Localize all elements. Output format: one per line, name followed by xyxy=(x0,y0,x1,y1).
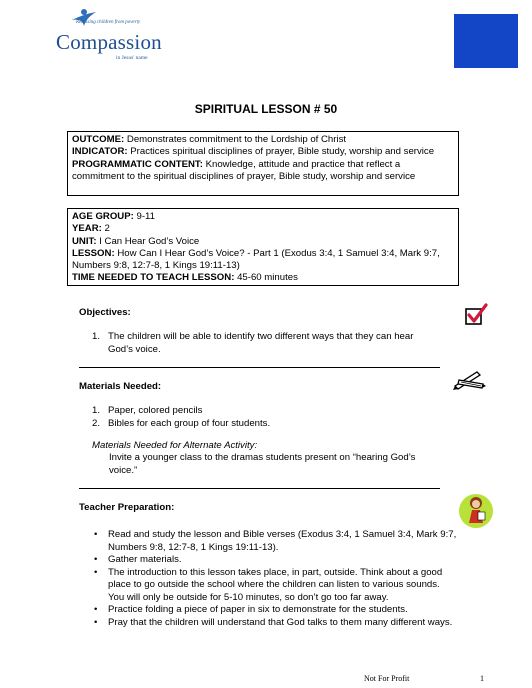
page-title: SPIRITUAL LESSON # 50 xyxy=(194,102,338,116)
list-item-text: Read and study the lesson and Bible verses (Exodus 3:4, 1 Samuel 3:4, Mark 9:7, Numbers 9:8, 12:7-8, 1 Kings 19:11-13). xyxy=(108,529,457,553)
objectives-list xyxy=(92,331,432,356)
list-bullet: • xyxy=(94,529,98,540)
pencils-icon xyxy=(453,368,487,390)
materials-list xyxy=(92,405,432,430)
logo-figure-icon xyxy=(70,8,98,28)
alt-materials-text: Invite a younger class to the dramas students present on “hearing God’s voice.” xyxy=(109,452,416,476)
unit-label: UNIT: xyxy=(72,235,97,247)
content-label: PROGRAMMATIC CONTENT: xyxy=(72,158,203,170)
list-item-number: 1. xyxy=(92,405,101,416)
indicator-line xyxy=(72,146,454,158)
list-item-text: Practice folding a piece of paper in six to demonstrate for the students. xyxy=(108,604,408,615)
time-line xyxy=(72,272,454,284)
indicator-label: INDICATOR: xyxy=(72,146,128,158)
blue-square-graphic xyxy=(454,14,518,68)
age-line xyxy=(72,211,454,223)
list-item-text: Bibles for each group of four students. xyxy=(108,417,271,429)
list-bullet: • xyxy=(94,554,98,565)
outcome-label: OUTCOME: xyxy=(72,134,125,145)
alt-materials-heading: Materials Needed for Alternate Activity: xyxy=(92,440,258,451)
indicator-text: Practices spiritual disciplines of prayer, Bible study, worship and service xyxy=(127,146,435,158)
teacher-icon xyxy=(458,492,494,530)
checkbox-icon xyxy=(463,302,489,328)
outcome-box xyxy=(67,131,459,196)
list-item-number: 1. xyxy=(92,331,101,342)
list-item xyxy=(92,604,458,617)
list-item xyxy=(92,554,458,567)
time-label: TIME NEEDED TO TEACH LESSON: xyxy=(72,272,235,284)
age-label: AGE GROUP: xyxy=(72,211,134,222)
list-item xyxy=(92,418,432,431)
list-item xyxy=(92,529,458,554)
materials-heading: Materials Needed: xyxy=(79,381,162,392)
logo-tagline-top: Releasing children from poverty xyxy=(76,20,141,25)
list-item-text: The introduction to this lesson takes place, in part, outside. Think about a good place to go outside the school where the children can listen to various sounds. You will only be outside for 5-10 minutes, so don’t go too far away. xyxy=(108,566,443,603)
section-divider xyxy=(79,367,440,368)
unit-value: I Can Hear God’s Voice xyxy=(96,235,200,247)
list-bullet: • xyxy=(94,616,98,628)
list-item xyxy=(92,617,458,630)
list-item-text: Pray that the children will understand that God talks to them many different ways. xyxy=(108,616,453,628)
lesson-value: How Can I Hear God’s Voice? - Part 1 (Exodus 3:4, 1 Samuel 3:4, Mark 9:7, Numbers 9:8, 12:7-8, 1 Kings 19:11-13) xyxy=(72,247,440,272)
logo-brand: Compassion xyxy=(56,30,162,54)
time-value: 45-60 minutes xyxy=(234,272,298,284)
age-value: 9-11 xyxy=(133,211,155,222)
year-line xyxy=(72,223,454,235)
section-divider xyxy=(79,488,440,489)
list-item-text: The children will be able to identify two different ways that they can hear God’s voice. xyxy=(108,331,414,355)
objectives-heading: Objectives: xyxy=(79,307,131,318)
list-item-number: 2. xyxy=(92,417,101,429)
lesson-label: LESSON: xyxy=(72,247,115,259)
list-item-text: Gather materials. xyxy=(108,554,182,565)
page-number: 1 xyxy=(480,674,484,683)
list-item xyxy=(92,567,458,605)
lesson-info-box xyxy=(67,208,459,286)
content-text: Knowledge, attitude and practice that reflect a commitment to the spiritual disciplines of prayer, Bible study, worship and service xyxy=(72,158,416,182)
teacher-prep-list xyxy=(92,529,458,629)
footer-text: Not For Profit xyxy=(364,674,410,683)
outcome-line xyxy=(72,134,454,146)
list-bullet: • xyxy=(94,604,98,615)
lesson-line xyxy=(72,248,454,273)
compassion-logo xyxy=(56,20,176,70)
unit-line xyxy=(72,236,454,248)
list-item xyxy=(92,331,432,356)
year-value: 2 xyxy=(101,223,110,235)
outcome-text: Demonstrates commitment to the Lordship of Christ xyxy=(124,134,347,145)
logo-tagline-bottom: in Jesus' name xyxy=(116,55,148,61)
year-label: YEAR: xyxy=(72,223,102,235)
list-item-text: Paper, colored pencils xyxy=(108,405,203,416)
content-line xyxy=(72,159,454,184)
list-item xyxy=(92,405,432,418)
teacher-prep-heading: Teacher Preparation: xyxy=(79,502,175,513)
list-bullet: • xyxy=(94,566,98,578)
